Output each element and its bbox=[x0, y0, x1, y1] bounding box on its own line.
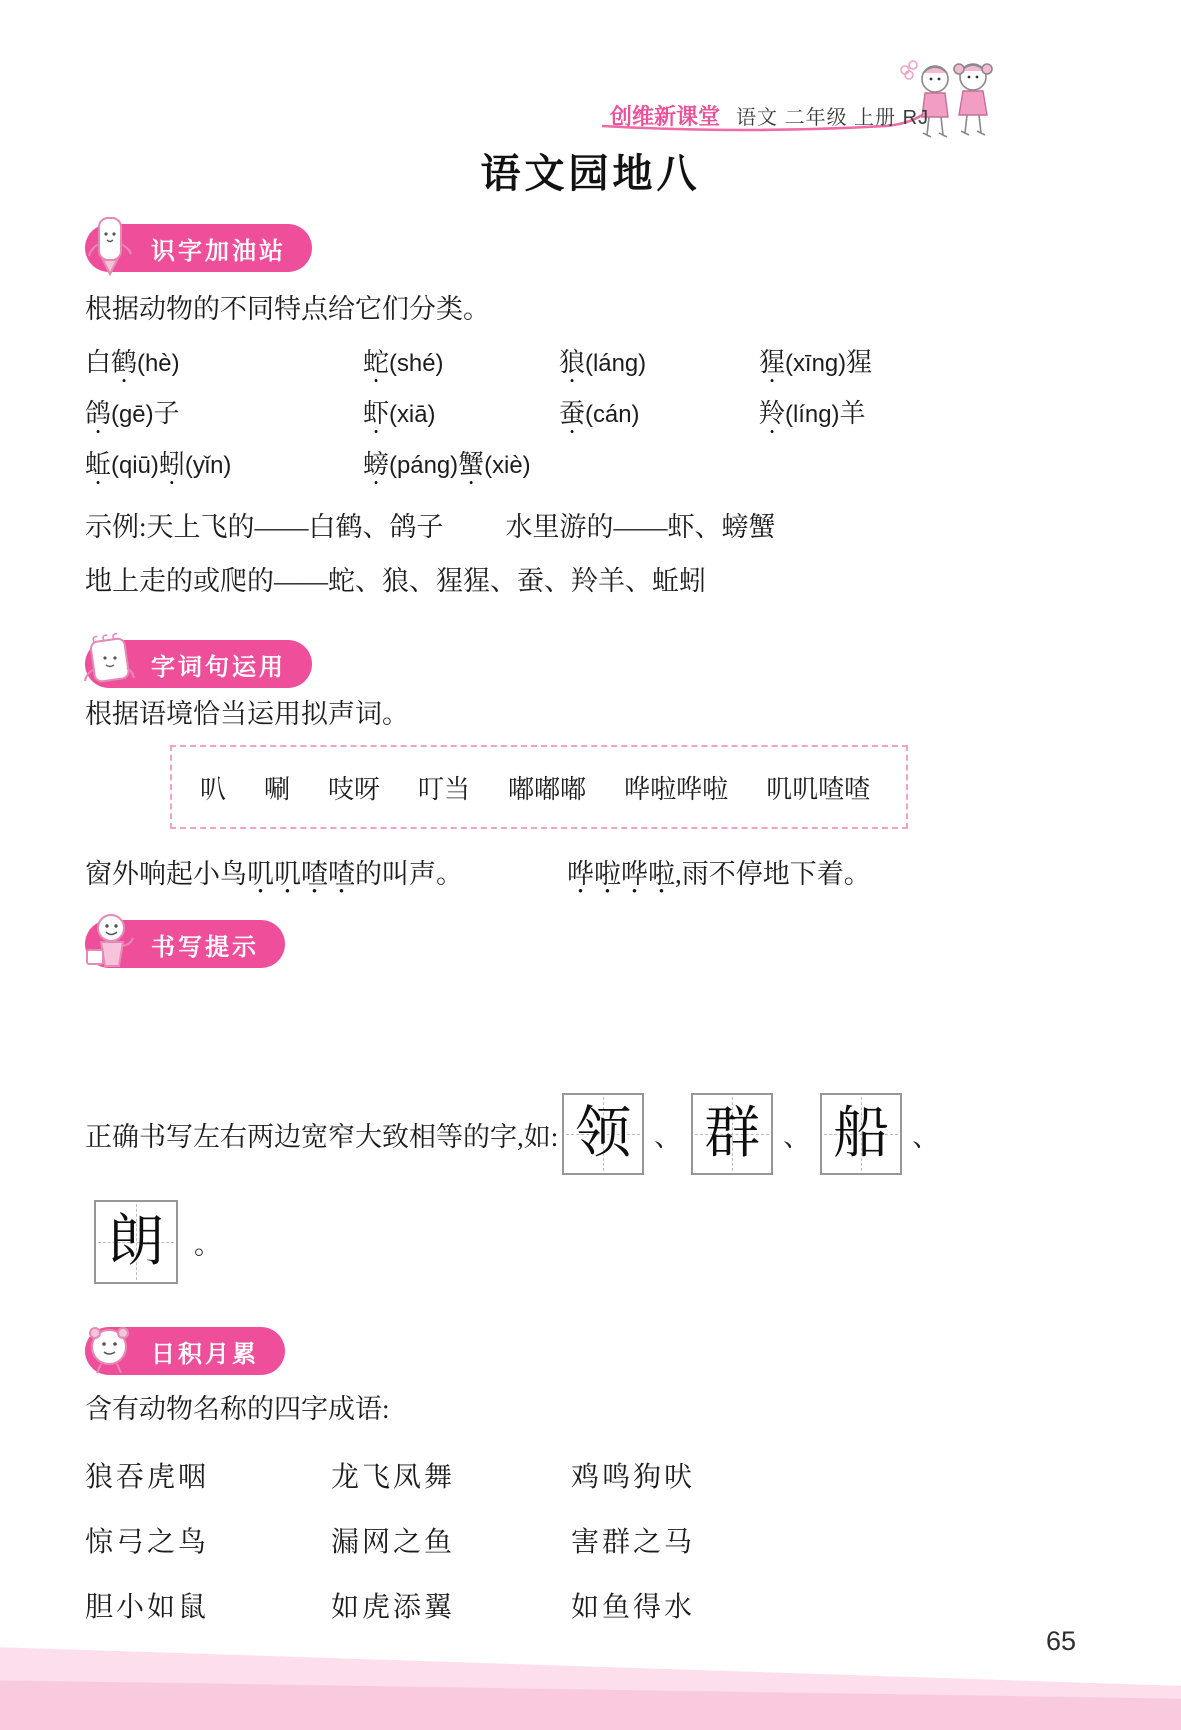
separator: 、 bbox=[654, 1121, 682, 1152]
s1-intro: 根据动物的不同特点给它们分类。 bbox=[85, 294, 490, 324]
word-item: 狼(láng) bbox=[559, 348, 647, 377]
word-item: 蛇(shé) bbox=[363, 348, 444, 377]
onomatopoeia-word: 嘟嘟嘟 bbox=[508, 774, 587, 804]
idiom-grid bbox=[85, 1455, 845, 1625]
notebook-mascot-icon bbox=[73, 626, 147, 702]
brand-name: 创维新课堂 bbox=[610, 104, 721, 129]
practice-char: 领 bbox=[575, 1103, 632, 1165]
sentence-row bbox=[85, 852, 871, 891]
clock-mascot-icon bbox=[73, 1313, 147, 1389]
writing-line-2 bbox=[94, 1200, 227, 1284]
section-badge-label: 书写提示 bbox=[151, 933, 259, 961]
page-title: 语文园地八 bbox=[480, 152, 701, 196]
section-badge-writing bbox=[85, 920, 285, 968]
character-box bbox=[94, 1200, 178, 1284]
section-badge-label: 日积月累 bbox=[151, 1340, 259, 1368]
word-item: 鸽(gē)子 bbox=[85, 398, 180, 428]
word-item: 猩(xīng)猩 bbox=[759, 348, 873, 377]
practice-char: 船 bbox=[833, 1103, 890, 1165]
onomatopoeia-word: 吱呀 bbox=[328, 774, 381, 804]
word-list bbox=[85, 346, 1096, 481]
idiom: 害群之马 bbox=[571, 1527, 696, 1558]
example-sky: 示例:天上飞的——白鹤、鸽子 bbox=[85, 512, 444, 542]
pencil-mascot-icon bbox=[73, 906, 147, 982]
page-number: 65 bbox=[1046, 1626, 1077, 1656]
word-item: 蚕(cán) bbox=[559, 398, 640, 428]
onomatopoeia-word: 叮当 bbox=[418, 774, 471, 804]
section-badge-literacy bbox=[85, 224, 312, 272]
onomatopoeia-box bbox=[170, 745, 908, 829]
header-meta bbox=[610, 100, 930, 131]
onomatopoeia-word: 叽叽喳喳 bbox=[766, 774, 871, 804]
example-water: 水里游的——虾、螃蟹 bbox=[505, 512, 776, 542]
character-box bbox=[691, 1093, 773, 1175]
period: 。 bbox=[194, 1229, 221, 1260]
idiom: 惊弓之鸟 bbox=[85, 1527, 210, 1558]
sentence-birds: 窗外响起小鸟叽叽喳喳的叫声。 bbox=[85, 859, 463, 889]
example-land: 地上走的或爬的——蛇、狼、猩猩、蚕、羚羊、蚯蚓 bbox=[85, 566, 706, 596]
idiom: 狼吞虎咽 bbox=[85, 1462, 210, 1493]
s4-intro: 含有动物名称的四字成语: bbox=[85, 1394, 390, 1424]
idiom: 鸡鸣狗吠 bbox=[571, 1462, 696, 1493]
section-badge-words bbox=[85, 640, 312, 688]
idiom: 如虎添翼 bbox=[331, 1592, 456, 1623]
idiom: 如鱼得水 bbox=[571, 1592, 696, 1623]
section-badge-accumulate bbox=[85, 1327, 285, 1375]
onomatopoeia-word: 哗啦哗啦 bbox=[624, 774, 729, 804]
practice-char: 朗 bbox=[108, 1211, 164, 1273]
example-line-2 bbox=[85, 559, 706, 598]
idiom: 龙飞凤舞 bbox=[331, 1462, 456, 1493]
separator: 、 bbox=[783, 1121, 811, 1152]
footer-decoration bbox=[0, 1638, 1181, 1730]
sentence-rain: 哗啦哗啦,雨不停地下着。 bbox=[567, 859, 871, 889]
idiom: 胆小如鼠 bbox=[85, 1592, 210, 1623]
onomatopoeia-word: 唰 bbox=[264, 774, 291, 804]
word-item: 螃(páng)蟹(xiè) bbox=[363, 449, 531, 479]
chalk-mascot-icon bbox=[73, 210, 147, 286]
edition-info: 语文 二年级 上册 RJ bbox=[736, 107, 930, 129]
practice-char: 群 bbox=[704, 1103, 761, 1165]
character-box bbox=[562, 1093, 644, 1175]
s2-intro: 根据语境恰当运用拟声词。 bbox=[85, 699, 409, 729]
word-item: 白鹤(hè) bbox=[85, 348, 180, 377]
character-box bbox=[820, 1093, 902, 1175]
word-item: 虾(xiā) bbox=[363, 398, 436, 428]
word-item: 蚯(qiū)蚓(yǐn) bbox=[85, 449, 232, 479]
onomatopoeia-word: 叭 bbox=[200, 774, 227, 804]
example-line-1 bbox=[85, 505, 776, 544]
separator: 、 bbox=[912, 1121, 940, 1152]
section-badge-label: 字词句运用 bbox=[151, 653, 286, 681]
word-item: 羚(líng)羊 bbox=[759, 398, 866, 428]
s3-intro: 正确书写左右两边宽窄大致相等的字,如: bbox=[85, 1121, 559, 1152]
idiom: 漏网之鱼 bbox=[331, 1527, 456, 1558]
writing-line-1 bbox=[85, 1093, 945, 1175]
section-badge-label: 识字加油站 bbox=[151, 237, 286, 265]
